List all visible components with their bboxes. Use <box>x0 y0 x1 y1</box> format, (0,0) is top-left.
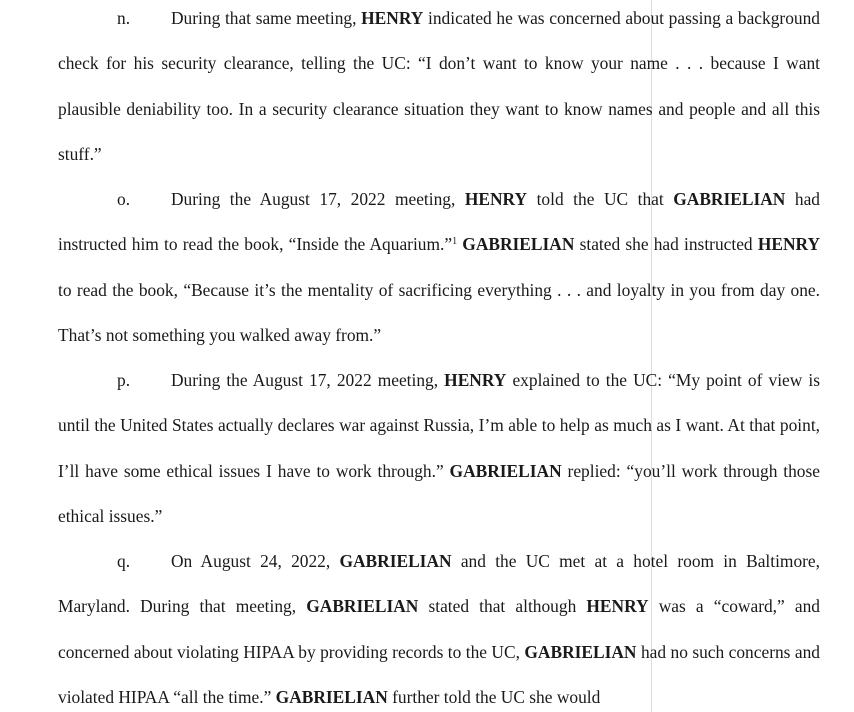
text-run: had instructed him to read the book, “Inside the Aquarium.” <box>58 189 820 255</box>
text-run: further told the UC she would <box>387 686 601 707</box>
text-run: was a “coward,” and concerned about violating HIPAA by providing records to the UC, <box>58 596 820 662</box>
text-run: stated that although <box>418 596 587 617</box>
bold-name: GABRIELIAN <box>339 551 452 571</box>
paragraph-text <box>58 189 820 345</box>
paragraph-n <box>58 0 820 177</box>
text-run: told the UC that <box>527 189 674 209</box>
text-run: had no such concerns and violated HIPAA “all the time.” <box>58 641 820 707</box>
paragraph-text <box>58 370 820 526</box>
paragraph-p <box>58 358 820 539</box>
paragraph-text <box>58 8 820 164</box>
bold-name: HENRY <box>586 596 649 617</box>
text-run: During that same meeting, <box>171 8 362 28</box>
text-run: and the UC met at a hotel room in Baltimore, Maryland. During that meeting, <box>58 551 820 617</box>
paragraph-q <box>58 539 820 712</box>
text-run: replied: “you’ll work through those ethical issues.” <box>58 460 820 526</box>
text-run: to read the book, “Because it’s the mentality of sacrificing everything . . . and loyalty in you from day one. That’s not something you walked away from.” <box>58 279 820 345</box>
text-run: stated she had instructed <box>574 234 758 255</box>
text-run: During the August 17, 2022 meeting, <box>171 370 445 390</box>
bold-name: HENRY <box>757 234 821 255</box>
bold-name: GABRIELIAN <box>306 596 419 617</box>
paragraph-label: o. <box>117 189 131 209</box>
paragraph-label: q. <box>117 551 131 571</box>
bold-name: HENRY <box>464 189 528 209</box>
paragraph-o <box>58 177 820 358</box>
paragraph-text <box>58 551 820 707</box>
paragraph-label: p. <box>117 370 131 390</box>
bold-name: HENRY <box>361 8 424 28</box>
text-run: explained to the UC: “My point of view is until the United States actually declares war against Russia, I’m able to help as much as I want. At that point, I’ll have some ethical issues I have to work through.” <box>58 370 820 481</box>
bold-name: GABRIELIAN <box>524 641 637 662</box>
paragraph-label: n. <box>117 8 131 28</box>
bold-name: GABRIELIAN <box>275 686 388 707</box>
footnote-marker[interactable]: 1 <box>452 236 458 248</box>
text-run: During the August 17, 2022 meeting, <box>171 189 465 209</box>
text-run: indicated he was concerned about passing a background check for his security clearance, telling the UC: “I don’t want to know your name . . . because I want plausible deniability too. In a security clearance situation they want to know names and people and all this stuff.” <box>58 8 820 164</box>
bold-name: GABRIELIAN <box>673 189 786 209</box>
bold-name: GABRIELIAN <box>449 460 562 481</box>
bold-name: GABRIELIAN <box>462 234 575 255</box>
bold-name: HENRY <box>444 370 507 390</box>
text-run: On August 24, 2022, <box>171 551 340 571</box>
